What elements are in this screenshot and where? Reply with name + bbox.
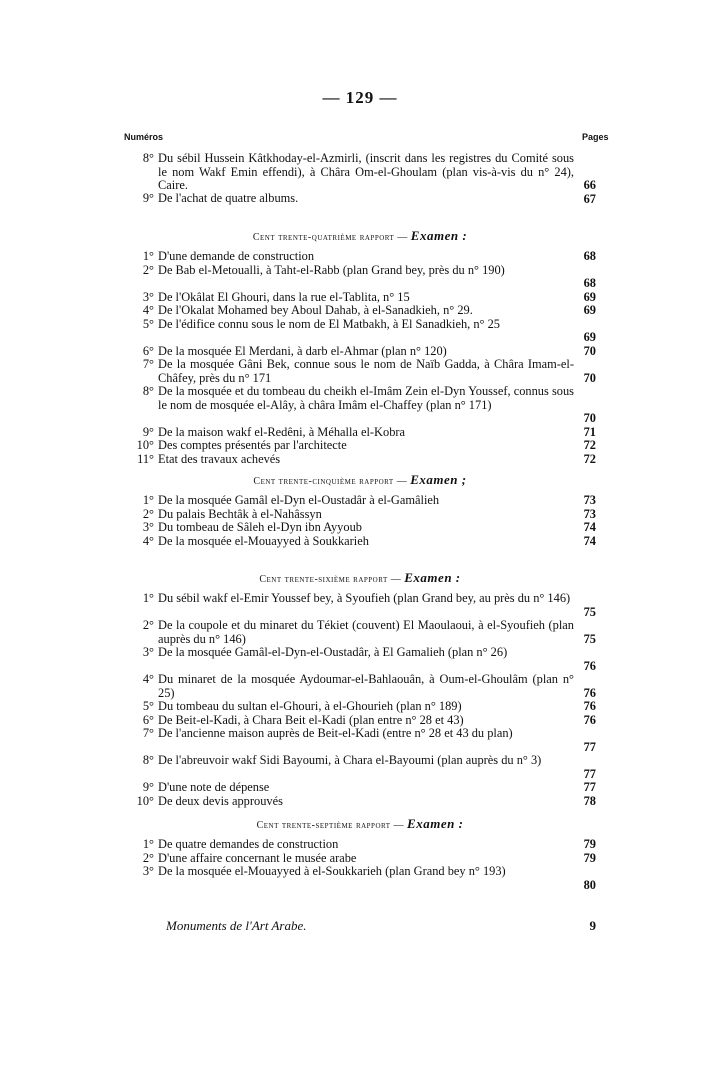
list-item: 4° Du minaret de la mosquée Aydoumar-el-Bahlaouân, à Oum-el-Ghoulâm (plan n° 25) 76 [142,672,596,700]
list-item: 1° De la mosquée Gamâl el-Dyn el-Oustadâr à el-Gamâlieh 73 [142,493,596,507]
list-item: 10° Des comptes présentés par l'architecte 72 [136,438,596,452]
list-item: 9° De la maison wakf el-Redêni, à Méhalla el-Kobra 71 [142,424,596,439]
list-item: 1° Du sébil wakf el-Emir Youssef bey, à Syoufieh (plan Grand bey, au près du n° 146) 75 [142,591,596,619]
list-item: 2° D'une affaire concernant le musée arabe 79 [142,850,596,865]
list-item: 2° Du palais Bechtâk à el-Nahâssyn 73 [142,506,596,521]
footer-sheet-number: 9 [589,918,596,933]
list-item: 8° Du sébil Hussein Kâtkhoday-el-Azmirli, (inscrit dans les registres du Comité sous le nom Wakf Emin effendi), à Châra Om-el-Ghoulam (plan vis-à-vis du n° 24), Caire. 66 [142,151,596,192]
list-item: 9° De l'achat de quatre albums. 67 [142,191,596,206]
section-title-135: Cent trente-cinquième rapport — Examen ; [253,472,467,487]
list-item: 9° D'une note de dépense 77 [142,780,596,794]
list-item: 4° De la mosquée el-Mouayyed à Soukkarieh 74 [142,533,596,548]
section-135-entries [124,494,596,548]
list-item: 3° De l'Okâlat El Ghouri, dans la rue el-Tablita, n° 15 69 [142,289,596,304]
section-title-134: Cent trente-quatrième rapport — Examen : [252,228,468,243]
list-item: 7° De la mosquée Gâni Bek, connue sous le nom de Naïb Gadda, à Châra Imam-el-Châfey, près du n° 171 70 [142,357,596,385]
section-136-entries [124,592,596,808]
list-item: 2° De la coupole et du minaret du Tékiet (couvent) El Maoulaoui, à el-Syoufieh (plan auprès du n° 146) 75 [142,618,596,646]
list-item: 1° D'une demande de construction 68 [142,249,596,263]
list-item: 6° De la mosquée El Merdani, à darb el-Ahmar (plan n° 120) 70 [142,343,596,358]
column-header-numeros: Numéros [124,132,164,142]
section-137-entries [124,838,596,892]
list-item: 8° De la mosquée et du tombeau du cheikh el-Imâm Zein el-Dyn Youssef, connus sous le nom de mosquée el-Alây, à châra Imâm el-Chaffey (plan n° 171) 70 [142,384,596,425]
footer [166,918,596,934]
list-item: 11° Etat des travaux achevés 72 [137,451,596,466]
list-item: 3° De la mosquée Gamâl-el-Dyn-el-Oustadâr, à El Gamalieh (plan n° 26) 76 [142,645,596,673]
list-item: 10° De deux devis approuvés 78 [136,793,596,808]
list-item: 3° De la mosquée el-Mouayyed à el-Soukkarieh (plan Grand bey n° 193) 80 [142,864,596,892]
section-134-entries [124,250,596,466]
list-item: 2° De Bab el-Metoualli, à Taht-el-Rabb (plan Grand bey, près du n° 190) 68 [142,262,596,290]
list-item: 7° De l'ancienne maison auprès de Beit-el-Kadi (entre n° 28 et 43 du plan) 77 [142,726,596,754]
column-header-pages: Pages [582,132,609,142]
section-title-136: Cent trente-sixième rapport — Examen : [259,570,461,585]
list-item: 6° De Beit-el-Kadi, à Chara Beit el-Kadi (plan entre n° 28 et 43) 76 [142,712,596,727]
top-entries [124,152,596,206]
section-title-137: Cent trente-septième rapport — Examen : [256,816,464,831]
page-number: — 129 — [322,88,398,107]
list-item: 8° De l'abreuvoir wakf Sidi Bayoumi, à Chara el-Bayoumi (plan auprès du n° 3) 77 [142,753,596,781]
list-item: 5° De l'édifice connu sous le nom de El Matbakh, à El Sanadkieh, n° 25 69 [142,316,596,344]
list-item: 3° Du tombeau de Sâleh el-Dyn ibn Ayyoub 74 [142,520,596,534]
list-item: 1° De quatre demandes de construction 79 [142,837,596,851]
list-item: 4° De l'Okalat Mohamed bey Aboul Dahab, à el-Sanadkieh, n° 29. 69 [142,303,596,317]
list-item: 5° Du tombeau du sultan el-Ghouri, à el-Ghourieh (plan n° 189) 76 [142,699,596,713]
footer-title: Monuments de l'Art Arabe. [166,918,307,933]
